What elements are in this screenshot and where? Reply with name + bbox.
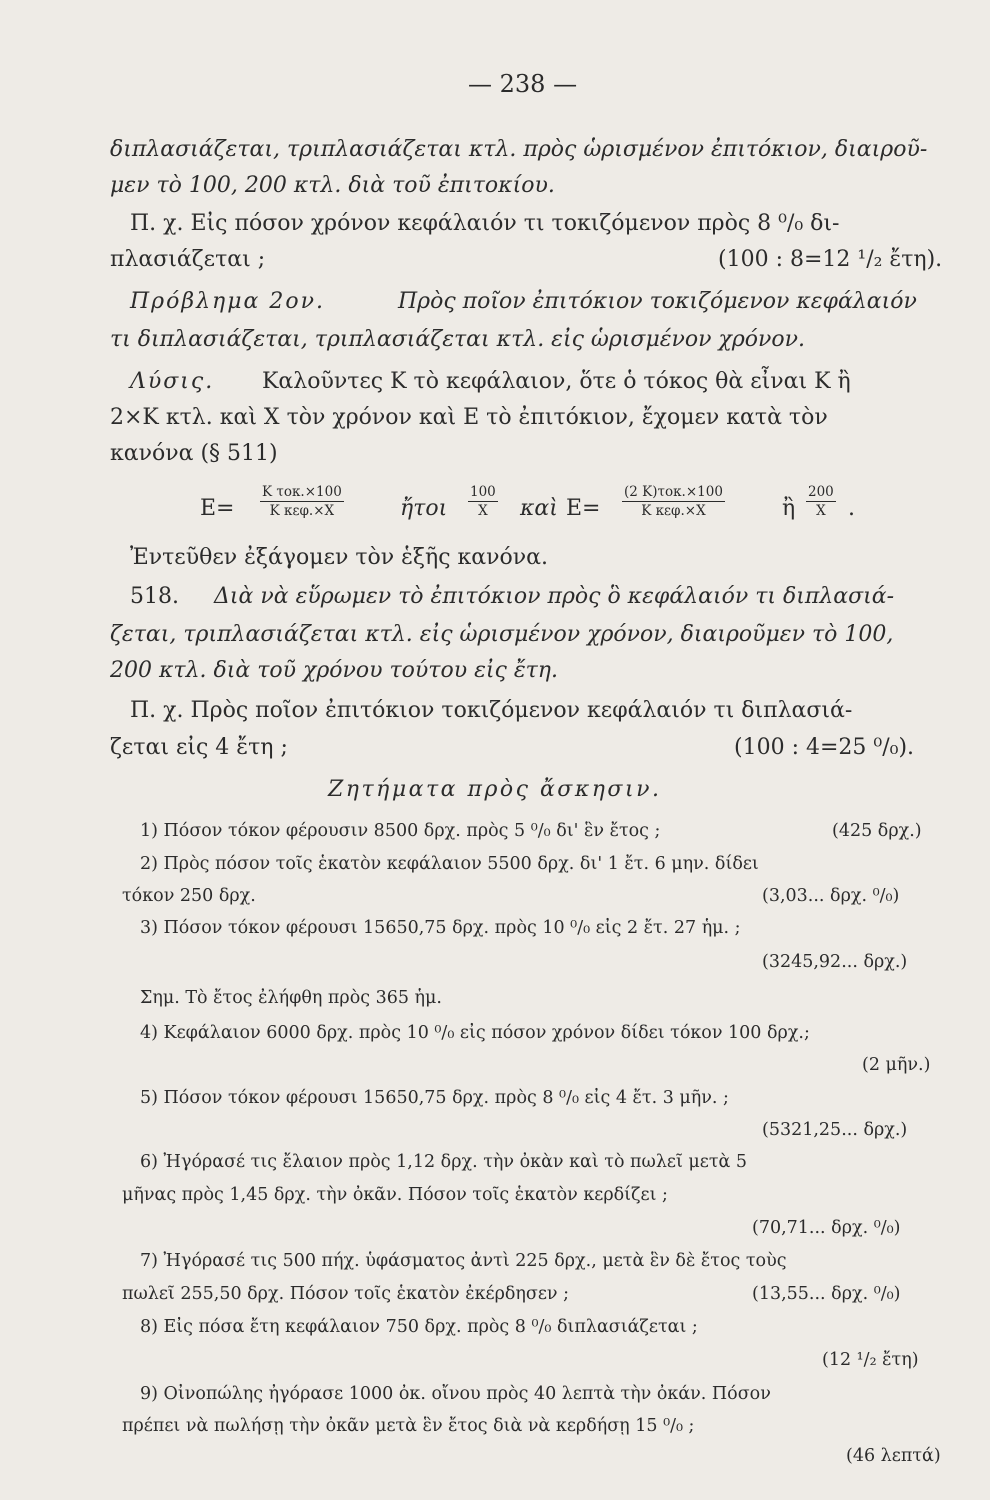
exercise-1-answer: (425 δρχ.) <box>832 821 922 841</box>
formula-fraction-3-denominator: Κ κεφ.×Χ <box>641 503 706 519</box>
exercise-9-answer: (46 λεπτά) <box>846 1446 941 1466</box>
exercise-7-answer: (13,55... δρχ. ⁰/₀) <box>752 1284 901 1304</box>
rule-518-line-2: ζεται, τριπλασιάζεται κτλ. εἰς ὡρισμένον χρόνον, διαιροῦμεν τὸ 100, <box>110 622 894 647</box>
exercise-6-line-2: μῆνας πρὸς 1,45 δρχ. τὴν ὀκᾶν. Πόσον τοῖς ἑκατὸν κερδίζει ; <box>122 1185 668 1205</box>
exercise-note: Σημ. Τὸ ἔτος ἐλήφθη πρὸς 365 ἡμ. <box>140 988 442 1008</box>
exercise-9-line-1: 9) Οἰνοπώλης ἠγόρασε 1000 ὀκ. οἴνου πρὸς 40 λεπτὰ τὴν ὀκάν. Πόσον <box>140 1384 771 1404</box>
rule-518-line-1: Διὰ νὰ εὕρωμεν τὸ ἐπιτόκιον πρὸς ὃ κεφάλαιόν τι διπλασιά- <box>214 584 895 609</box>
formula-fraction-2-denominator: Χ <box>478 503 488 519</box>
exercise-3-answer: (3245,92... δρχ.) <box>762 952 908 972</box>
exercise-9-line-2: πρέπει νὰ πωλήσῃ τὴν ὀκᾶν μετὰ ἓν ἔτος διὰ νὰ κερδήσῃ 15 ⁰/₀ ; <box>122 1416 695 1436</box>
formula-fraction-4-denominator: Χ <box>816 503 826 519</box>
exercises-heading: Ζητήματα πρὸς ἄσκησιν. <box>328 777 662 802</box>
example-1-line-1: Π. χ. Εἰς πόσον χρόνον κεφάλαιόν τι τοκιζόμενον πρὸς 8 ⁰/₀ δι- <box>130 211 840 236</box>
formula-fraction-1-numerator: Κ τοκ.×100 <box>262 484 342 500</box>
rule-518-number: 518. <box>130 584 179 609</box>
solution-line-2: 2×Κ κτλ. καὶ Χ τὸν χρόνον καὶ Ε τὸ ἐπιτόκιον, ἔχομεν κατὰ τὸν <box>110 405 828 430</box>
exercise-8-line-1: 8) Εἰς πόσα ἔτη κεφάλαιον 750 δρχ. πρὸς 8 ⁰/₀ διπλασιάζεται ; <box>140 1317 698 1337</box>
problem-2-label: Πρόβλημα 2ον. <box>130 289 325 314</box>
exercise-6-line-1: 6) Ἠγόρασέ τις ἔλαιον πρὸς 1,12 δρχ. τὴν ὀκὰν καὶ τὸ πωλεῖ μετὰ 5 <box>140 1152 748 1172</box>
example-1-answer: (100 : 8=12 ¹/₂ ἔτη). <box>718 247 943 272</box>
exercise-8-answer: (12 ¹/₂ ἔτη) <box>822 1350 919 1370</box>
exercise-6-answer: (70,71... δρχ. ⁰/₀) <box>752 1218 901 1238</box>
solution-label: Λύσις. <box>130 369 215 394</box>
exercise-7-line-2: πωλεῖ 255,50 δρχ. Πόσον τοῖς ἑκατὸν ἐκέρδησεν ; <box>122 1284 570 1304</box>
exercise-4-answer: (2 μῆν.) <box>862 1055 931 1075</box>
exercise-3-line-1: 3) Πόσον τόκον φέρουσι 15650,75 δρχ. πρὸς 10 ⁰/₀ εἰς 2 ἔτ. 27 ἡμ. ; <box>140 918 741 938</box>
intro-line-1: διπλασιάζεται, τριπλασιάζεται κτλ. πρὸς ὡρισμένον ἐπιτόκιον, διαιροῦ- <box>110 137 928 162</box>
formula-fraction-4-numerator: 200 <box>808 484 834 500</box>
example-2-line-1: Π. χ. Πρὸς ποῖον ἐπιτόκιον τοκιζόμενον κεφάλαιόν τι διπλασιά- <box>130 698 853 723</box>
formula-fraction-1-denominator: Κ κεφ.×Χ <box>269 503 335 519</box>
example-1-line-2: πλασιάζεται ; <box>110 247 266 272</box>
solution-line-3: κανόνα (§ 511) <box>110 441 278 466</box>
formula-fraction-3 <box>622 484 725 519</box>
exercise-5-answer: (5321,25... δρχ.) <box>762 1120 908 1140</box>
formula-end: . <box>848 496 855 521</box>
exercise-2-line-2: τόκον 250 δρχ. <box>122 886 256 906</box>
formula-e1: Ε= <box>200 496 235 521</box>
formula-fraction-4 <box>806 484 836 519</box>
formula-or: ἢ <box>782 496 796 521</box>
exercise-4-line-1: 4) Κεφάλαιον 6000 δρχ. πρὸς 10 ⁰/₀ εἰς πόσον χρόνον δίδει τόκον 100 δρχ.; <box>140 1023 810 1043</box>
example-2-answer: (100 : 4=25 ⁰/₀). <box>734 735 915 760</box>
exercise-2-answer: (3,03... δρχ. ⁰/₀) <box>762 886 900 906</box>
exercise-2-line-1: 2) Πρὸς πόσον τοῖς ἑκατὸν κεφάλαιον 5500 δρχ. δι' 1 ἔτ. 6 μην. δίδει <box>140 854 759 874</box>
formula-fraction-2-numerator: 100 <box>470 484 496 500</box>
problem-2-line-1: Πρὸς ποῖον ἐπιτόκιον τοκιζόμενον κεφάλαιόν <box>398 289 917 314</box>
conclusion-line: Ἐντεῦθεν ἐξάγομεν τὸν ἑξῆς κανόνα. <box>130 545 548 570</box>
formula-ito: ἤτοι <box>400 496 448 521</box>
problem-2-line-2: τι διπλασιάζεται, τριπλασιάζεται κτλ. εἰς ὡρισμένον χρόνον. <box>110 327 806 352</box>
page-number: — 238 — <box>468 70 578 98</box>
example-2-line-2: ζεται εἰς 4 ἔτη ; <box>110 735 288 760</box>
formula-fraction-1 <box>260 484 344 519</box>
formula-fraction-2 <box>468 484 498 519</box>
solution-line-1: Καλοῦντες Κ τὸ κεφάλαιον, ὅτε ὁ τόκος θὰ εἶναι Κ ἢ <box>262 369 851 394</box>
intro-line-2: μεν τὸ 100, 200 κτλ. διὰ τοῦ ἐπιτοκίου. <box>110 173 555 198</box>
exercise-1: 1) Πόσον τόκον φέρουσιν 8500 δρχ. πρὸς 5 ⁰/₀ δι' ἓν ἔτος ; <box>140 821 661 841</box>
formula-kai: καὶ <box>520 496 558 521</box>
formula-e2: Ε= <box>566 496 601 521</box>
rule-518-line-3: 200 κτλ. διὰ τοῦ χρόνου τούτου εἰς ἔτη. <box>110 658 558 683</box>
exercise-7-line-1: 7) Ἠγόρασέ τις 500 πήχ. ὑφάσματος ἀντὶ 225 δρχ., μετὰ ἓν δὲ ἔτος τοὺς <box>140 1251 787 1271</box>
exercise-5-line-1: 5) Πόσον τόκον φέρουσι 15650,75 δρχ. πρὸς 8 ⁰/₀ εἰς 4 ἔτ. 3 μῆν. ; <box>140 1088 729 1108</box>
formula-fraction-3-numerator: (2 Κ)τοκ.×100 <box>624 484 723 500</box>
